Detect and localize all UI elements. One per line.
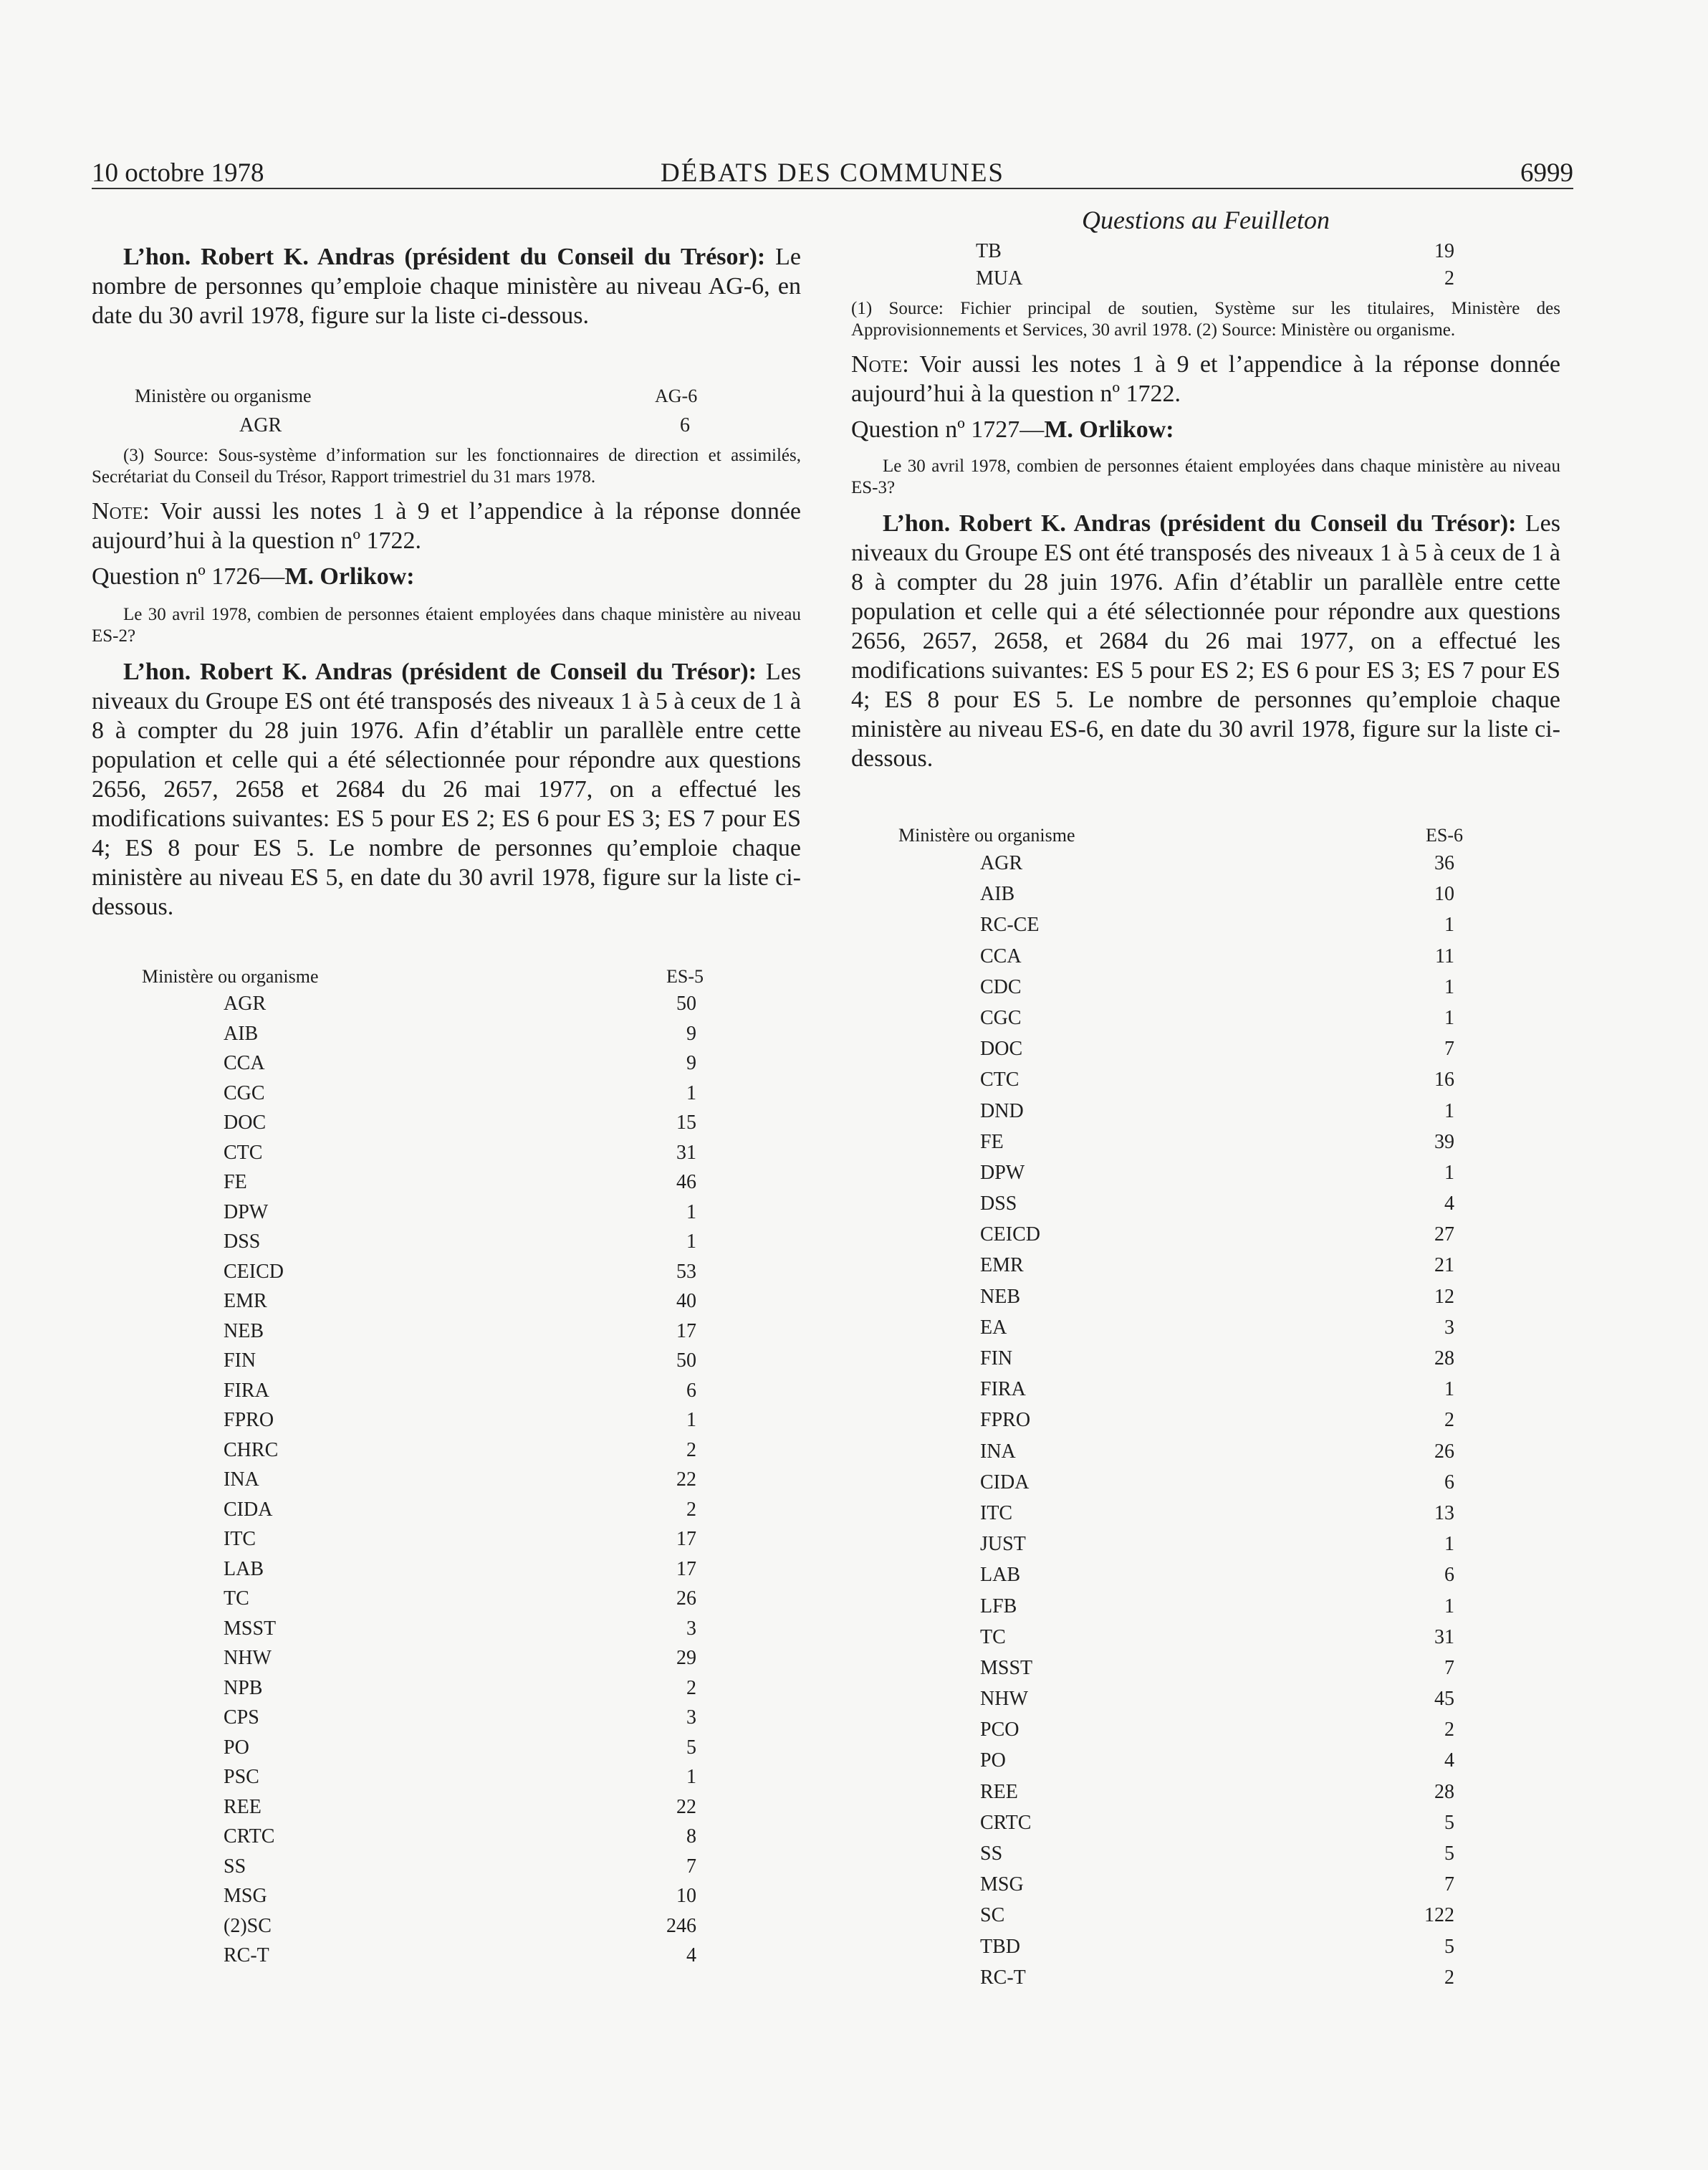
table-row (851, 238, 1560, 265)
employee-count: 1 (1444, 1533, 1454, 1556)
ministry-code: NEB (224, 1319, 264, 1342)
employee-count: 6 (686, 1379, 696, 1402)
employee-count: 29 (676, 1647, 696, 1669)
employee-count: 28 (1434, 1347, 1454, 1370)
table-row (92, 1881, 801, 1911)
employee-count: 39 (1434, 1130, 1454, 1153)
table-row (851, 1622, 1560, 1653)
ministry-code: ITC (980, 1501, 1013, 1524)
employee-count: 7 (1444, 1873, 1454, 1896)
note-label: Note (92, 498, 143, 525)
ministry-code: AGR (980, 852, 1023, 874)
table-row (851, 941, 1560, 972)
ministry-code: DSS (224, 1230, 261, 1253)
question-text: Le 30 avril 1978, combien de personnes étaient employées dans chaque ministère au niveau ES-3? (851, 457, 1560, 497)
ministry-code: LFB (980, 1595, 1017, 1617)
table-header (92, 382, 801, 411)
employee-count: 1 (686, 1409, 696, 1431)
employee-count: 36 (1434, 852, 1454, 874)
ministry-code: DND (980, 1099, 1024, 1122)
employee-count: 46 (676, 1171, 696, 1193)
table-row (92, 1584, 801, 1614)
ministry-code: NEB (980, 1285, 1020, 1308)
employee-count: 28 (1434, 1780, 1454, 1803)
employee-count: 12 (1434, 1285, 1454, 1308)
table-row (851, 1003, 1560, 1033)
ministry-code: PSC (224, 1766, 259, 1788)
table-row (92, 1405, 801, 1435)
table-row (851, 879, 1560, 909)
ministry-code: MUA (976, 267, 1023, 290)
table-row (851, 972, 1560, 1003)
table-row (92, 411, 801, 441)
employee-count: 17 (676, 1319, 696, 1342)
answer-text: Le nombre de personnes qu’emploie chaque ministère au niveau AG-6, en date du 30 avril 1978, figure sur la liste ci-dessous. (92, 244, 801, 329)
table-row (92, 1852, 801, 1882)
ministry-code: CGC (224, 1081, 265, 1104)
table-row (851, 1436, 1560, 1467)
ministry-code: RC-T (224, 1944, 269, 1966)
employee-count: 4 (1444, 1192, 1454, 1215)
table-row (851, 1219, 1560, 1250)
question-number: Question nº 1726— (92, 563, 285, 590)
employee-count: 8 (686, 1825, 696, 1848)
employee-count: 5 (1444, 1811, 1454, 1834)
ministry-code: NPB (224, 1676, 263, 1699)
ministry-code: CIDA (224, 1498, 273, 1521)
employee-count: 2 (686, 1676, 696, 1699)
ministry-code: CRTC (224, 1825, 275, 1848)
table-row (851, 1807, 1560, 1838)
employee-count: 6 (1444, 1471, 1454, 1493)
answer-es6 (851, 509, 1560, 773)
speaker: L’hon. Robert K. Andras (président du Conseil du Trésor): (883, 510, 1517, 537)
table-row (92, 989, 801, 1019)
employee-count: 15 (676, 1112, 696, 1134)
table-row (851, 1467, 1560, 1498)
ministry-code: FIRA (980, 1378, 1026, 1401)
table-row (92, 1554, 801, 1585)
table-row (851, 1064, 1560, 1095)
employee-count: 7 (686, 1855, 696, 1878)
ministry-code: DOC (224, 1112, 267, 1134)
employee-count: 31 (676, 1141, 696, 1164)
table-row (851, 1157, 1560, 1188)
question-text: Le 30 avril 1978, combien de personnes étaient employées dans chaque ministère au niveau ES-2? (92, 605, 801, 646)
ministry-code: MSG (980, 1873, 1024, 1896)
note-text: : Voir aussi les notes 1 à 9 et l’appendice à la réponse donnée aujourd’hui à la question nº 1722. (92, 498, 801, 554)
table-header (851, 823, 1560, 848)
employee-count: 11 (1435, 945, 1454, 967)
ministry-code: FIN (980, 1347, 1013, 1370)
employee-count: 21 (1434, 1254, 1454, 1277)
table-row (92, 1108, 801, 1138)
ministry-code: FIN (224, 1349, 256, 1372)
ministry-code: TB (976, 240, 1002, 262)
table-row (851, 1653, 1560, 1683)
ministry-code: REE (224, 1795, 262, 1818)
ministry-code: INA (980, 1440, 1016, 1463)
table-row (92, 1673, 801, 1703)
table-row (851, 1529, 1560, 1559)
table-row (92, 1376, 801, 1406)
table-header (92, 965, 801, 989)
col-header-level: ES-6 (1426, 825, 1463, 846)
table-row (92, 1257, 801, 1287)
table-row (851, 1188, 1560, 1219)
page-header (92, 159, 1573, 189)
ministry-code: TC (224, 1587, 249, 1610)
header-title: DÉBATS DES COMMUNES (660, 158, 1004, 188)
ministry-code: RC-CE (980, 914, 1040, 937)
source-note: (3) Source: Sous-système d’information sur les fonctionnaires de direction et assimilés, Secrétariat du Conseil du Trésor, Rapport trimestriel du 31 mars 1978. (92, 446, 801, 487)
employee-count: 7 (1444, 1038, 1454, 1061)
employee-count: 45 (1434, 1688, 1454, 1711)
table-row (92, 1019, 801, 1049)
ministry-code: CDC (980, 975, 1022, 998)
ministry-code: DPW (224, 1200, 269, 1223)
ministry-code: CEICD (224, 1260, 284, 1283)
ministry-code: TBD (980, 1935, 1020, 1958)
table-row (92, 1643, 801, 1673)
table-row (851, 1250, 1560, 1281)
ministry-code: AIB (224, 1022, 259, 1045)
employee-count: 3 (686, 1706, 696, 1729)
ministry-code: LAB (224, 1557, 264, 1580)
question-title (92, 561, 801, 593)
header-date: 10 octobre 1978 (92, 158, 264, 188)
employee-count: 1 (1444, 1161, 1454, 1184)
table-es5 (92, 965, 801, 1971)
table-body (851, 238, 1560, 292)
table-row (92, 1138, 801, 1168)
left-column (92, 201, 801, 1971)
question-author: M. Orlikow: (284, 563, 415, 590)
employee-count: 50 (676, 1349, 696, 1372)
table-row (92, 1079, 801, 1109)
table-row (851, 1714, 1560, 1745)
header-page-number: 6999 (1520, 158, 1573, 188)
employee-count: 2 (1444, 1719, 1454, 1741)
table-row (851, 1683, 1560, 1714)
ministry-code: AGR (224, 993, 267, 1015)
employee-count: 1 (1444, 1006, 1454, 1029)
table-es6 (851, 823, 1560, 1993)
employee-count: 17 (676, 1557, 696, 1580)
employee-count: 26 (676, 1587, 696, 1610)
employee-count: 27 (1434, 1223, 1454, 1246)
table-ag6 (92, 382, 801, 441)
ministry-code: MSST (224, 1617, 277, 1640)
ministry-code: JUST (980, 1533, 1026, 1556)
employee-count: 1 (1444, 1595, 1454, 1617)
table-row (851, 1374, 1560, 1405)
employee-count: 5 (1444, 1842, 1454, 1865)
ministry-code: CCA (224, 1052, 265, 1074)
employee-count: 2 (1444, 267, 1454, 290)
employee-count: 9 (686, 1022, 696, 1045)
ministry-code: FPRO (224, 1409, 274, 1431)
question-title (851, 414, 1560, 446)
col-header-ministry: Ministère ou organisme (135, 386, 312, 406)
col-header-ministry: Ministère ou organisme (142, 966, 319, 987)
note-paragraph (851, 350, 1560, 408)
employee-count: 1 (686, 1766, 696, 1788)
table-row (851, 1559, 1560, 1590)
ministry-code: PO (224, 1736, 249, 1759)
answer-es5 (92, 657, 801, 922)
table-row (851, 848, 1560, 879)
table-row (92, 1941, 801, 1971)
table-row (851, 1033, 1560, 1064)
employee-count: 122 (1424, 1904, 1454, 1927)
ministry-code: PCO (980, 1719, 1019, 1741)
employee-count: 2 (686, 1438, 696, 1461)
table-row (851, 1962, 1560, 1993)
employee-count: 9 (686, 1052, 696, 1074)
note-label: Note (851, 351, 903, 378)
answer-ag6 (92, 242, 801, 330)
ministry-code: EMR (224, 1290, 267, 1312)
table-continued (851, 238, 1560, 292)
ministry-code: CRTC (980, 1811, 1032, 1834)
table-row (851, 1838, 1560, 1869)
employee-count: 246 (666, 1914, 696, 1937)
table-row (851, 1498, 1560, 1529)
table-row (92, 1614, 801, 1644)
employee-count: 1 (686, 1200, 696, 1223)
employee-count: 50 (676, 993, 696, 1015)
ministry-code: CHRC (224, 1438, 279, 1461)
answer-text: Les niveaux du Groupe ES ont été transposés des niveaux 1 à 5 à ceux de 1 à 8 à compter du 28 juin 1976. Afin d’établir un parallèle entre cette population et celle qui a été sélectionnée pour répondre aux questions 2656, 2657, 2658, et 2684 du 26 mai 1977, on a effectué les modifications suivantes: ES 5 pour ES 2; ES 6 pour ES 3; ES 7 pour ES 4; ES 8 pour ES 5. Le nombre de personnes qu’emploie chaque ministère au niveau ES-6, en date du 30 avril 1978, figure sur la liste ci-dessous. (851, 510, 1560, 772)
ministry-code: CIDA (980, 1471, 1030, 1493)
employee-count: 22 (676, 1795, 696, 1818)
table-row (92, 1198, 801, 1228)
ministry-code: SC (980, 1904, 1005, 1927)
col-header-ministry: Ministère ou organisme (898, 825, 1075, 846)
ministry-code: CGC (980, 1006, 1022, 1029)
right-column (851, 201, 1560, 1993)
ministry-code: RC-T (980, 1966, 1026, 1989)
employee-count: 6 (1444, 1564, 1454, 1587)
ministry-code: DOC (980, 1038, 1023, 1061)
employee-count: 10 (676, 1885, 696, 1907)
table-row (92, 1435, 801, 1466)
ministry-code: DPW (980, 1161, 1025, 1184)
table-row (851, 1096, 1560, 1127)
employee-count: 31 (1434, 1625, 1454, 1648)
employee-count: 7 (1444, 1656, 1454, 1679)
employee-count: 53 (676, 1260, 696, 1283)
ministry-code: ITC (224, 1528, 256, 1550)
ministry-code: MSST (980, 1656, 1033, 1679)
ministry-code: CTC (980, 1069, 1019, 1091)
ministry-code: SS (224, 1855, 246, 1878)
table-row (851, 1127, 1560, 1157)
employee-count: 1 (686, 1230, 696, 1253)
ministry-code: FPRO (980, 1409, 1031, 1432)
employee-count: 2 (1444, 1409, 1454, 1432)
table-body (851, 848, 1560, 1993)
table-row (851, 1312, 1560, 1343)
table-row (851, 265, 1560, 292)
table-row (851, 1777, 1560, 1807)
table-row (92, 1495, 801, 1525)
speaker: L’hon. Robert K. Andras (président du Conseil du Trésor): (123, 244, 766, 270)
table-row (92, 1524, 801, 1554)
col-header-level: AG-6 (655, 386, 698, 406)
employee-count: 1 (686, 1081, 696, 1104)
ministry-code: MSG (224, 1885, 267, 1907)
speaker: L’hon. Robert K. Andras (président de Conseil du Trésor): (123, 659, 757, 685)
question-author: M. Orlikow: (1044, 416, 1174, 443)
table-row (92, 1346, 801, 1376)
question-number: Question nº 1727— (851, 416, 1045, 443)
ministry-code: CPS (224, 1706, 259, 1729)
ministry-code: FIRA (224, 1379, 269, 1402)
ministry-code: INA (224, 1468, 259, 1491)
note-paragraph (92, 497, 801, 555)
table-row (851, 1343, 1560, 1374)
source-notes: (1) Source: Fichier principal de soutien, Système sur les titulaires, Ministère des Approvisionnements et Services, 30 avril 1978. (2) Source: Ministère ou organisme. (851, 299, 1560, 340)
table-row (92, 1465, 801, 1495)
employee-count: 5 (1444, 1935, 1454, 1958)
table-row (851, 1591, 1560, 1622)
table-row (851, 1281, 1560, 1312)
table-row (92, 1733, 801, 1763)
ministry-code: PO (980, 1749, 1006, 1772)
employee-count: 4 (1444, 1749, 1454, 1772)
employee-count: 2 (1444, 1966, 1454, 1989)
ministry-code: AGR (239, 414, 282, 436)
employee-count: 10 (1434, 883, 1454, 906)
employee-count: 2 (686, 1498, 696, 1521)
ministry-code: FE (224, 1171, 247, 1193)
ministry-code: SS (980, 1842, 1003, 1865)
employee-count: 4 (686, 1944, 696, 1966)
employee-count: 1 (1444, 914, 1454, 937)
ministry-code: REE (980, 1780, 1018, 1803)
ministry-code: EMR (980, 1254, 1024, 1277)
employee-count: 1 (1444, 1378, 1454, 1401)
running-title: Questions au Feuilleton (1082, 206, 1330, 234)
col-header-level: ES-5 (666, 966, 704, 987)
table-row (92, 1762, 801, 1792)
ministry-code: LAB (980, 1564, 1020, 1587)
table-row (92, 1703, 801, 1733)
ministry-code: DSS (980, 1192, 1017, 1215)
table-row (851, 1900, 1560, 1931)
table-body (92, 989, 801, 1971)
employee-count: 1 (1444, 1099, 1454, 1122)
table-row (851, 1931, 1560, 1962)
answer-text: Les niveaux du Groupe ES ont été transposés des niveaux 1 à 5 à ceux de 1 à 8 à compter du 28 juin 1976. Afin d’établir un parallèle entre cette population et celle qui a été sélectionnée pour répondre aux questions 2656, 2657, 2658 et 2684 du 26 mai 1977, on a effectué les modifications suivantes: ES 5 pour ES 2; ES 6 pour ES 3; ES 7 pour ES 4; ES 8 pour ES 5. Le nombre de personnes qu’emploie chaque ministère au niveau ES 5, en date du 30 avril 1978, figure sur la liste ci-dessous. (92, 659, 802, 920)
employee-count: 13 (1434, 1501, 1454, 1524)
table-row (92, 1048, 801, 1079)
employee-count: 3 (1444, 1316, 1454, 1339)
table-row (92, 1792, 801, 1822)
employee-count: 3 (686, 1617, 696, 1640)
note-text: : Voir aussi les notes 1 à 9 et l’appendice à la réponse donnée aujourd’hui à la question nº 1722. (851, 351, 1560, 407)
ministry-code: (2)SC (224, 1914, 272, 1937)
ministry-code: NHW (224, 1647, 272, 1669)
employee-count: 1 (1444, 975, 1454, 998)
table-row (92, 1286, 801, 1316)
employee-count: 6 (680, 414, 690, 436)
table-row (851, 1745, 1560, 1776)
ministry-code: TC (980, 1625, 1006, 1648)
table-row (851, 1405, 1560, 1435)
ministry-code: FE (980, 1130, 1004, 1153)
ministry-code: CCA (980, 945, 1022, 967)
ministry-code: EA (980, 1316, 1007, 1339)
ministry-code: AIB (980, 883, 1015, 906)
ministry-code: CTC (224, 1141, 263, 1164)
employee-count: 5 (686, 1736, 696, 1759)
table-row (92, 1227, 801, 1257)
employee-count: 19 (1434, 240, 1454, 262)
table-row (851, 909, 1560, 940)
employee-count: 26 (1434, 1440, 1454, 1463)
ministry-code: NHW (980, 1688, 1028, 1711)
employee-count: 16 (1434, 1069, 1454, 1091)
employee-count: 17 (676, 1528, 696, 1550)
table-row (92, 1167, 801, 1198)
employee-count: 22 (676, 1468, 696, 1491)
table-row (92, 1316, 801, 1347)
table-body (92, 411, 801, 441)
table-row (92, 1822, 801, 1852)
table-row (92, 1911, 801, 1941)
ministry-code: CEICD (980, 1223, 1040, 1246)
table-row (851, 1869, 1560, 1900)
employee-count: 40 (676, 1290, 696, 1312)
